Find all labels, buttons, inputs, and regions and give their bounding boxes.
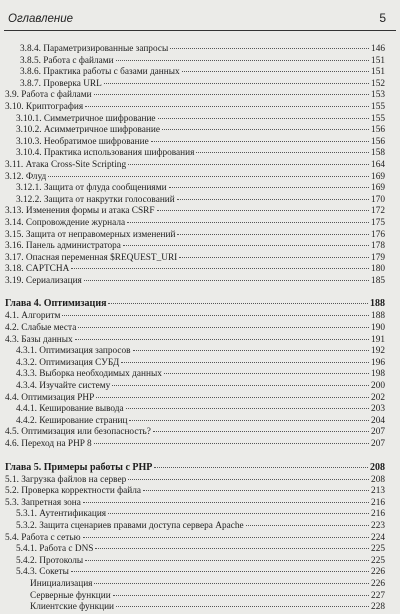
toc-entry-title: 4.5. Оптимизация или безопасность? — [5, 427, 151, 438]
toc-entry-title: 4.3.3. Выборка необходимых данных — [16, 369, 162, 380]
dot-leader — [162, 129, 369, 130]
toc-entry-page: 172 — [371, 206, 385, 217]
toc-entry-title: 5.1. Загрузка файлов на сервер — [5, 474, 127, 485]
toc-entry-page: 228 — [371, 602, 385, 613]
toc-entry — [0, 56, 400, 68]
toc-entry — [0, 276, 400, 288]
toc-entry-title: 3.12.2. Защита от накрутки голосований — [16, 194, 175, 205]
toc-entry-title: 5.4. Работа с сетью — [5, 532, 81, 543]
toc-entry — [0, 579, 400, 591]
toc-entry — [0, 183, 400, 195]
toc-entry-page: 207 — [371, 427, 385, 438]
toc-entry-title: 5.2. Проверка корректности файла — [5, 486, 142, 497]
toc-entry-page: 200 — [371, 381, 385, 392]
toc-entry — [0, 323, 400, 335]
toc-entry — [0, 114, 400, 126]
toc-entry-page: 191 — [371, 334, 385, 345]
toc-entry-title: 5.4.1. Работа с DNS — [16, 544, 94, 555]
toc-entry-page: 188 — [370, 298, 385, 310]
toc-entry-page: 208 — [371, 474, 385, 485]
toc-entry-page: 225 — [371, 544, 385, 555]
toc-entry-page: 170 — [371, 194, 385, 205]
toc-entry-title: 3.12.1. Защита от флуда сообщениями — [16, 183, 167, 194]
toc-entry-page: 169 — [371, 171, 385, 182]
toc-entry-page: 158 — [371, 148, 385, 159]
toc-entry-page: 208 — [370, 461, 385, 473]
toc-entry-page: 213 — [371, 486, 385, 497]
dot-leader — [62, 315, 369, 316]
toc-entry-title: 4.3.1. Оптимизация запросов — [16, 346, 131, 357]
toc-entry-title: 4.3. Базы данных — [5, 334, 73, 345]
toc-entry-page: 225 — [371, 555, 385, 566]
toc-entry-page: 198 — [371, 369, 385, 380]
toc-entry-title: 5.3.1. Аутентификация — [16, 509, 107, 520]
toc-entry-title: 4.2. Слабые места — [5, 323, 77, 334]
toc-entry — [0, 230, 400, 242]
toc-entry-title: 4.6. Переход на PHP 8 — [5, 439, 92, 449]
toc-entry-page: 202 — [371, 392, 385, 403]
toc-entry-title: Клиентские функции — [30, 602, 115, 613]
toc-entry — [0, 416, 400, 428]
toc-entry-page: 203 — [371, 404, 385, 415]
dot-leader — [128, 479, 369, 480]
dot-leader — [158, 118, 369, 119]
dot-leader — [108, 303, 368, 304]
toc-entry — [0, 427, 400, 439]
toc-entry — [0, 44, 400, 56]
toc-entry-page: 155 — [371, 113, 385, 124]
toc-entry-page: 155 — [371, 101, 385, 112]
toc-entry-page: 216 — [371, 497, 385, 508]
toc-entry-page: 204 — [371, 415, 385, 426]
toc-entry-page: 164 — [371, 159, 385, 170]
dot-leader — [151, 141, 369, 142]
toc-entry-title: 3.12. Флуд — [5, 171, 47, 182]
dot-leader — [116, 606, 369, 607]
toc-entry-page: 151 — [371, 67, 385, 78]
toc-entry-title: 4.1. Алгоритм — [5, 311, 61, 322]
toc-entry-title: Серверные функции — [30, 590, 111, 601]
toc-entry-title: 3.14. Сопровождение журнала — [5, 217, 126, 228]
dot-leader — [48, 176, 369, 177]
toc-entry — [0, 264, 400, 276]
toc-entry-page: 178 — [371, 241, 385, 252]
toc-entry — [0, 90, 400, 102]
toc-entry-title: 5.3. Запретная зона — [5, 497, 81, 508]
toc-entry-title: 3.18. CAPTCHA — [5, 264, 70, 275]
toc-entry-page: 196 — [371, 357, 385, 368]
toc-entry-title: 3.10. Криптография — [5, 101, 84, 112]
dot-leader — [85, 106, 369, 107]
toc-entry-title: 3.8.4. Параметризированные запросы — [20, 44, 169, 54]
toc-entry — [0, 335, 400, 347]
dot-leader — [127, 222, 369, 223]
dot-leader — [84, 280, 369, 281]
toc-entry-title: 4.3.2. Оптимизация СУБД — [16, 357, 120, 368]
toc-entry — [0, 358, 400, 370]
dot-leader — [169, 187, 369, 188]
header-divider — [4, 30, 396, 31]
toc-entry-title: 4.4. Оптимизация PHP — [5, 392, 95, 403]
toc-entry-title: 3.10.1. Симметричное шифрование — [16, 113, 156, 124]
dot-leader — [104, 83, 369, 84]
dot-leader — [83, 537, 370, 538]
toc-entry-page: 156 — [371, 136, 385, 147]
toc-entry — [0, 567, 400, 579]
dot-leader — [78, 327, 369, 328]
dot-leader — [126, 408, 369, 409]
toc-entry-title: 3.13. Изменения формы и атака CSRF — [5, 206, 155, 217]
toc-entry-page: 146 — [371, 44, 385, 54]
toc-entry — [0, 241, 400, 253]
toc-entry-title: Глава 4. Оптимизация — [5, 298, 107, 310]
dot-leader — [113, 595, 369, 596]
dot-leader — [108, 513, 369, 514]
toc-entry — [0, 253, 400, 265]
toc-entry-page: 176 — [371, 229, 385, 240]
toc-entry-page: 223 — [371, 520, 385, 531]
dot-leader — [95, 548, 369, 549]
toc-entry — [0, 79, 400, 91]
toc-entry-page: 169 — [371, 183, 385, 194]
toc-entry-title: 3.8.5. Работа с файлами — [20, 55, 114, 66]
dot-leader — [177, 199, 369, 200]
toc-entry-title: 4.4.1. Кеширование вывода — [16, 404, 124, 415]
toc-entry — [0, 439, 400, 451]
dot-leader — [71, 571, 369, 572]
dot-leader — [133, 350, 370, 351]
header-page-number: 5 — [379, 11, 386, 25]
dot-leader — [170, 48, 369, 49]
toc-entry-title: 3.10.2. Асимметричное шифрование — [16, 125, 160, 136]
toc-entry — [0, 509, 400, 521]
toc-entry — [0, 556, 400, 568]
dot-leader — [177, 234, 369, 235]
toc-entry-page: 207 — [371, 439, 385, 449]
toc-entry-title: 4.4.2. Кеширование страниц — [16, 415, 128, 426]
section-gap — [0, 287, 400, 297]
toc-entry — [0, 533, 400, 545]
toc-entry-title: 4.3.4. Изучайте систему — [16, 381, 111, 392]
toc-entry — [0, 125, 400, 137]
toc-entry — [0, 498, 400, 510]
toc-entry-title: Инициализация — [30, 578, 93, 589]
toc-entry — [0, 195, 400, 207]
dot-leader — [94, 443, 369, 444]
toc-entry-title: Глава 5. Примеры работы с PHP — [5, 461, 153, 473]
dot-leader — [128, 164, 369, 165]
header-title: Оглавление — [8, 13, 73, 25]
dot-leader — [94, 583, 369, 584]
toc-entry — [0, 475, 400, 487]
toc-entry-page: 227 — [371, 590, 385, 601]
toc-entry-page: 153 — [371, 90, 385, 101]
dot-leader — [164, 373, 369, 374]
toc-entry-page: 226 — [371, 578, 385, 589]
toc-entry-title: 3.10.3. Необратимое шифрование — [16, 136, 149, 147]
toc-entry-page: 179 — [371, 252, 385, 263]
toc-entry — [0, 544, 400, 556]
toc-entry-page: 226 — [371, 567, 385, 578]
toc-entry-title: 3.8.7. Проверка URL — [20, 78, 102, 89]
toc-entry — [0, 369, 400, 381]
toc-entry — [0, 393, 400, 405]
dot-leader — [121, 362, 369, 363]
toc-entry — [0, 381, 400, 393]
toc-entry — [0, 218, 400, 230]
toc-entry-page: 190 — [371, 323, 385, 334]
toc-entry — [0, 311, 400, 323]
dot-leader — [83, 502, 369, 503]
toc-entry — [0, 346, 400, 358]
dot-leader — [182, 71, 369, 72]
toc-entry — [0, 148, 400, 160]
toc-entry — [0, 206, 400, 218]
toc-entry-title: 5.4.3. Сокеты — [16, 567, 69, 578]
toc-entry-title: 3.19. Сериализация — [5, 275, 82, 286]
dot-leader — [143, 490, 369, 491]
toc-entry-page: 192 — [371, 346, 385, 357]
dot-leader — [157, 210, 370, 211]
toc-entry-title: 5.3.2. Защита сценариев правами доступа сервера Apache — [16, 520, 244, 531]
toc-chapter-entry — [0, 461, 400, 475]
toc-entry — [0, 591, 400, 603]
dot-leader — [85, 560, 369, 561]
dot-leader — [75, 339, 369, 340]
toc-entry-title: 3.17. Опасная переменная $REQUEST_URI — [5, 252, 178, 263]
dot-leader — [96, 397, 369, 398]
dot-leader — [246, 525, 369, 526]
toc-entry-title: 3.11. Атака Cross-Site Scripting — [5, 159, 127, 170]
dot-leader — [153, 431, 369, 432]
toc-entry-page: 224 — [371, 532, 385, 543]
toc-entry — [0, 67, 400, 79]
toc-entry-page: 185 — [371, 275, 385, 286]
dot-leader — [129, 420, 369, 421]
toc-entry-page: 180 — [371, 264, 385, 275]
dot-leader — [71, 268, 369, 269]
toc-entry-page: 188 — [371, 311, 385, 322]
toc-entry-page: 152 — [371, 78, 385, 89]
section-gap — [0, 451, 400, 461]
toc-entry-title: 5.4.2. Протоколы — [16, 555, 84, 566]
toc-entry — [0, 404, 400, 416]
dot-leader — [179, 257, 369, 258]
toc-entry — [0, 521, 400, 533]
toc-entry — [0, 102, 400, 114]
toc-entry-title: 3.16. Панель администратора — [5, 241, 121, 252]
toc-entry-title: 3.8.6. Практика работы с базами данных — [20, 67, 180, 78]
dot-leader — [94, 94, 369, 95]
dot-leader — [112, 385, 369, 386]
toc-entry — [0, 172, 400, 184]
toc-entry — [0, 137, 400, 149]
toc-entry-page: 175 — [371, 217, 385, 228]
toc-entry-title: 3.10.4. Практика использования шифрования — [16, 148, 195, 159]
toc-entry — [0, 160, 400, 172]
table-of-contents — [0, 44, 400, 614]
toc-entry-page: 216 — [371, 509, 385, 520]
dot-leader — [154, 467, 368, 468]
toc-entry-page: 156 — [371, 125, 385, 136]
dot-leader — [196, 152, 369, 153]
toc-entry-page: 151 — [371, 55, 385, 66]
toc-entry-title: 3.15. Защита от неправомерных изменений — [5, 229, 176, 240]
toc-entry — [0, 486, 400, 498]
dot-leader — [123, 245, 369, 246]
toc-entry-title: 3.9. Работа с файлами — [5, 90, 92, 101]
page-header — [0, 0, 400, 32]
toc-chapter-entry — [0, 297, 400, 311]
dot-leader — [116, 60, 369, 61]
